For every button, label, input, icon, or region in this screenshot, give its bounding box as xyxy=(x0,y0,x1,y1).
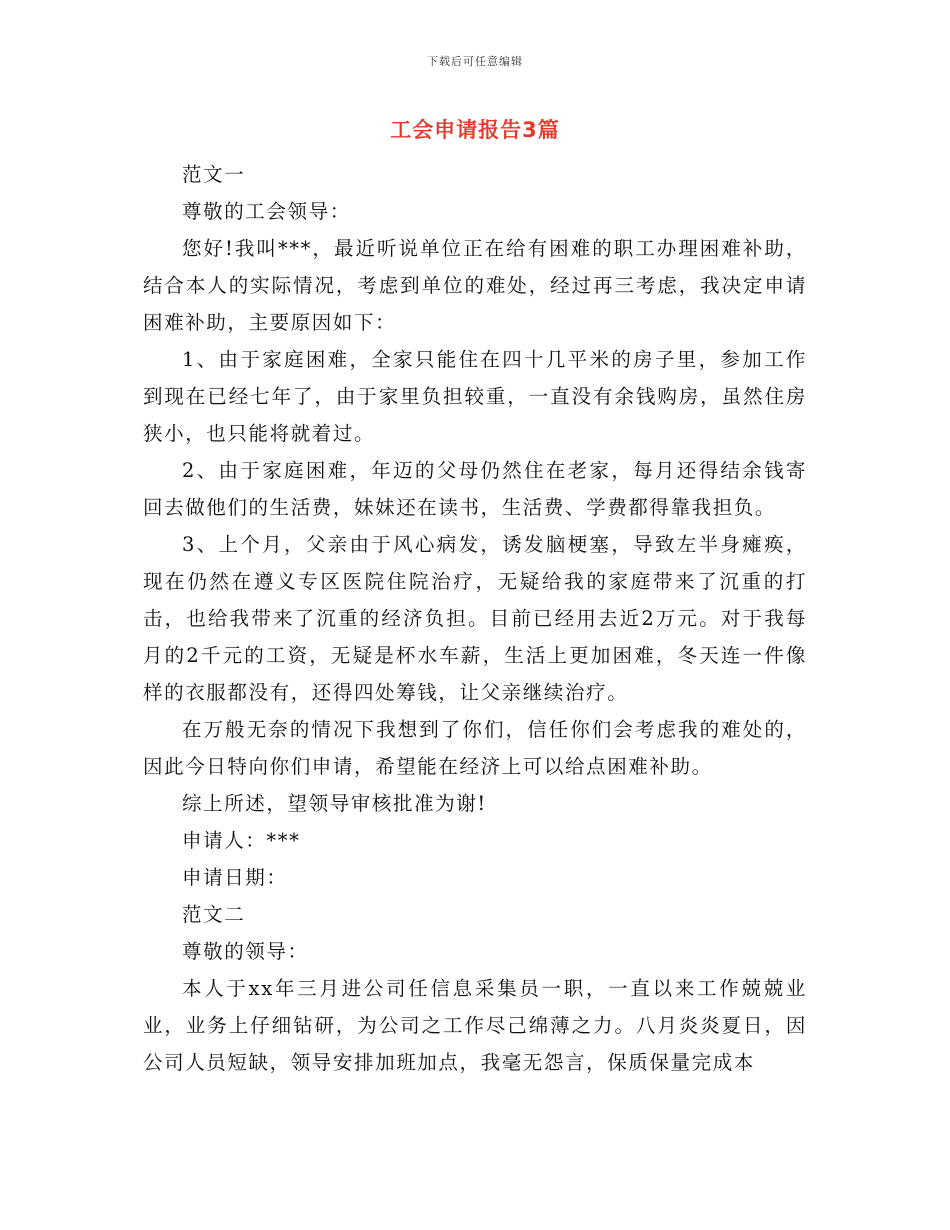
document-title: 工会申请报告3篇 xyxy=(390,118,560,142)
section-heading-2: 范文二 xyxy=(182,903,246,926)
salutation-2: 尊敬的领导： xyxy=(182,940,309,963)
closing-line: 综上所述，望领导审核批准为谢! xyxy=(182,792,487,815)
applicant-line: 申请人：*** xyxy=(182,829,301,852)
date-line: 申请日期： xyxy=(182,866,288,889)
document-body xyxy=(143,156,807,1081)
section-heading-1: 范文一 xyxy=(182,163,246,186)
paragraph: 本人于xx年三月进公司任信息采集员一职，一直以来工作兢兢业业，业务上仔细钻研，为公司之工作尽己绵薄之力。八月炎炎夏日，因公司人员短缺，领导安排加班加点，我毫无怨言，保质保量完成本 xyxy=(143,977,807,1074)
paragraph: 您好!我叫***，最近听说单位正在给有困难的职工办理困难补助，结合本人的实际情况，考虑到单位的难处，经过再三考虑，我决定申请困难补助，主要原因如下： xyxy=(143,237,807,334)
paragraph: 在万般无奈的情况下我想到了你们，信任你们会考虑我的难处的，因此今日特向你们申请，希望能在经济上可以给点困难补助。 xyxy=(143,718,807,778)
paragraph: 1、由于家庭困难，全家只能住在四十几平米的房子里，参加工作到现在已经七年了，由于家里负担较重，一直没有余钱购房，虽然住房狭小，也只能将就着过。 xyxy=(143,348,807,445)
header-note: 下载后可任意编辑 xyxy=(427,55,523,68)
paragraph: 3、上个月，父亲由于风心病发，诱发脑梗塞，导致左半身瘫痪，现在仍然在遵义专区医院住院治疗，无疑给我的家庭带来了沉重的打击，也给我带来了沉重的经济负担。目前已经用去近2万元。对于我每月的2千元的工资，无疑是杯水车薪，生活上更加困难，冬天连一件像样的衣服都没有，还得四处筹钱，让父亲继续治疗。 xyxy=(143,533,807,704)
salutation-1: 尊敬的工会领导： xyxy=(182,200,351,223)
paragraph: 2、由于家庭困难，年迈的父母仍然住在老家，每月还得结余钱寄回去做他们的生活费，妹妹还在读书，生活费、学费都得靠我担负。 xyxy=(143,459,807,519)
